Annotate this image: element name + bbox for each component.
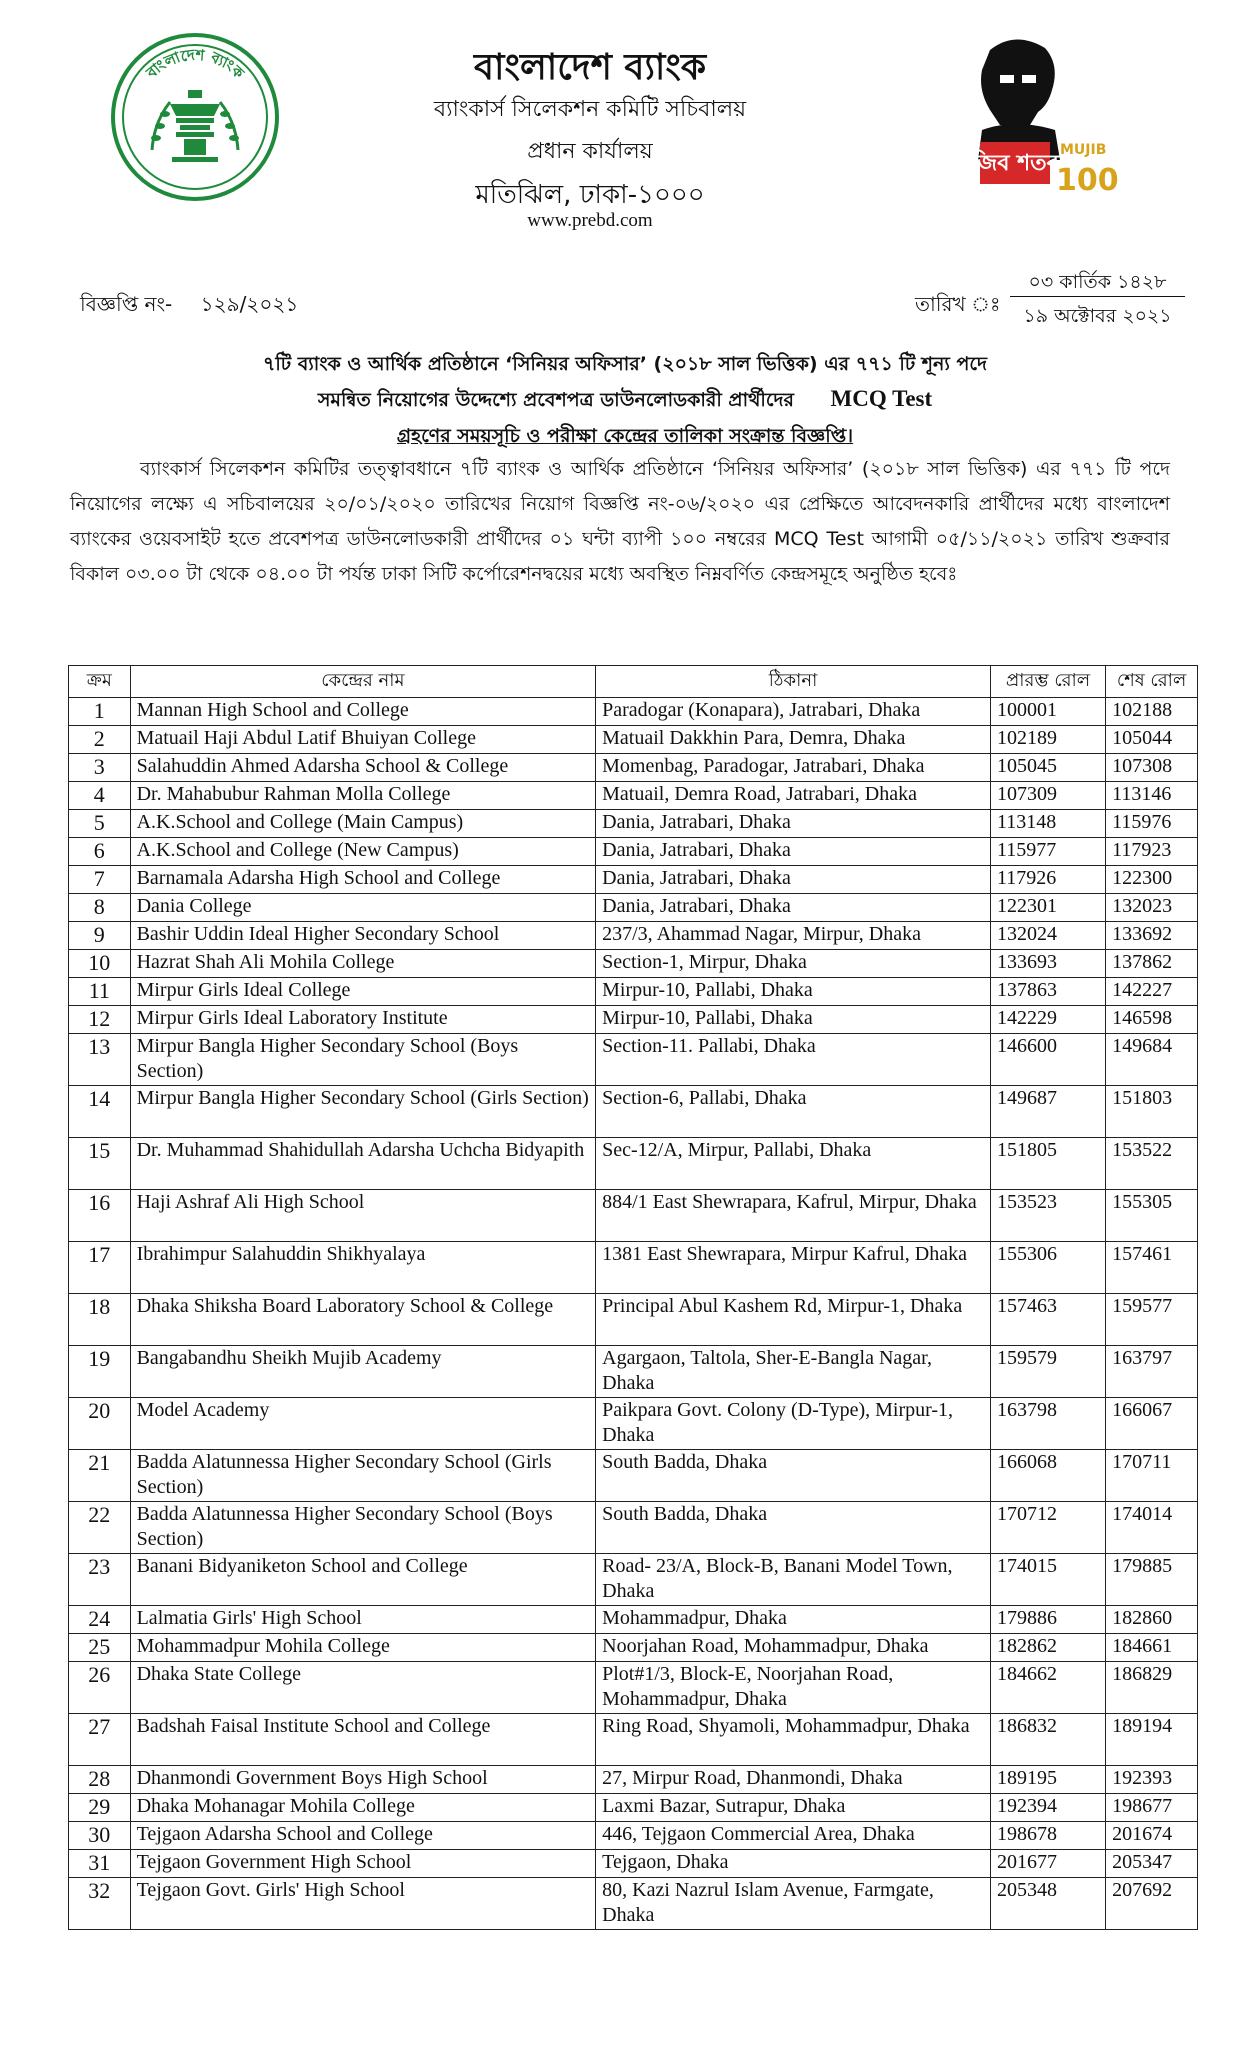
end-roll-cell: 207692 <box>1106 1878 1198 1930</box>
date-label: তারিখ ঃ <box>915 292 1001 316</box>
start-roll-cell: 149687 <box>990 1086 1105 1138</box>
serial-cell: 32 <box>69 1878 131 1930</box>
end-roll-cell: 163797 <box>1106 1346 1198 1398</box>
center-name-cell: Dhaka State College <box>130 1662 596 1714</box>
center-name-cell: Dr. Muhammad Shahidullah Adarsha Uchcha Bidyapith <box>130 1138 596 1190</box>
center-name-cell: Mirpur Girls Ideal Laboratory Institute <box>130 1006 596 1034</box>
serial-cell: 22 <box>69 1502 131 1554</box>
address-cell: Matuail Dakkhin Para, Demra, Dhaka <box>596 726 991 754</box>
table-row <box>69 950 1198 978</box>
center-name-cell: Tejgaon Adarsha School and College <box>130 1822 596 1850</box>
address-cell: 1381 East Shewrapara, Mirpur Kafrul, Dhaka <box>596 1242 991 1294</box>
center-name-cell: Banani Bidyaniketon School and College <box>130 1554 596 1606</box>
table-body <box>69 698 1198 1930</box>
notice-title-line-2 <box>70 386 1180 418</box>
end-roll-cell: 184661 <box>1106 1634 1198 1662</box>
end-roll-cell: 166067 <box>1106 1398 1198 1450</box>
center-name-cell: Bashir Uddin Ideal Higher Secondary School <box>130 922 596 950</box>
serial-cell: 28 <box>69 1766 131 1794</box>
address-cell: Plot#1/3, Block-E, Noorjahan Road, Mohammadpur, Dhaka <box>596 1662 991 1714</box>
office-name: প্রধান কার্যালয় <box>527 139 653 164</box>
start-roll-cell: 205348 <box>990 1878 1105 1930</box>
exam-centers-table <box>68 665 1198 1930</box>
center-name-cell: Model Academy <box>130 1398 596 1450</box>
end-roll-cell: 117923 <box>1106 838 1198 866</box>
start-roll-cell: 122301 <box>990 894 1105 922</box>
address-cell: Principal Abul Kashem Rd, Mirpur-1, Dhaka <box>596 1294 991 1346</box>
start-roll-cell: 189195 <box>990 1766 1105 1794</box>
address-cell: Mohammadpur, Dhaka <box>596 1606 991 1634</box>
start-roll-cell: 117926 <box>990 866 1105 894</box>
end-roll-cell: 205347 <box>1106 1850 1198 1878</box>
table-row <box>69 866 1198 894</box>
end-roll-cell: 102188 <box>1106 698 1198 726</box>
table-row <box>69 1554 1198 1606</box>
end-roll-cell: 201674 <box>1106 1822 1198 1850</box>
address-cell: 27, Mirpur Road, Dhanmondi, Dhaka <box>596 1766 991 1794</box>
notice-body: ব্যাংকার্স সিলেকশন কমিটির তত্ত্বাবধানে ৭টি ব্যাংক ও আর্থিক প্রতিষ্ঠানে ‘সিনিয়র অফিসার’ (২০১৮ সাল ভিত্তিক) এর ৭৭১ টি পদে নিয়োগের লক্ষ্যে এ সচিবালয়ের ২০/০১/২০২০ তারিখের নিয়োগ বিজ্ঞপ্তি নং-০৬/২০২০ এর প্রেক্ষিতে আবেদনকারি প্রার্থীদের মধ্যে বাংলাদেশ ব্যাংকের ওয়েবসাইট হতে প্রবেশপত্র ডাউনলোডকারী প্রার্থীদের ০১ ঘন্টা ব্যাপী ১০০ নম্বরের MCQ Test আগামী ০৫/১১/২০২১ তারিখ শুক্রবার বিকাল ০৩.০০ টা থেকে ০৪.০০ টা পর্যন্ত ঢাকা সিটি কর্পোরেশনদ্বয়ের মধ্যে অবস্থিত নিম্নবর্ণিত কেন্দ্রসমূহে অনুষ্ঠিত হবেঃ <box>70 458 1170 585</box>
address-cell: Sec-12/A, Mirpur, Pallabi, Dhaka <box>596 1138 991 1190</box>
center-name-cell: Mannan High School and College <box>130 698 596 726</box>
end-roll-cell: 153522 <box>1106 1138 1198 1190</box>
address-cell: 237/3, Ahammad Nagar, Mirpur, Dhaka <box>596 922 991 950</box>
svg-text:বাংলাদেশ ব্যাংক: বাংলাদেশ ব্যাংক <box>142 45 248 83</box>
serial-cell: 17 <box>69 1242 131 1294</box>
address-cell: Noorjahan Road, Mohammadpur, Dhaka <box>596 1634 991 1662</box>
mcq-test-label: MCQ Test <box>830 386 933 411</box>
start-roll-cell: 146600 <box>990 1034 1105 1086</box>
serial-cell: 5 <box>69 810 131 838</box>
col-header-serial: ক্রম <box>69 666 131 698</box>
notice-title-line-1: ৭টি ব্যাংক ও আর্থিক প্রতিষ্ঠানে ‘সিনিয়র অফিসার’ (২০১৮ সাল ভিত্তিক) এর ৭৭১ টি শূন্য পদে <box>262 353 988 375</box>
address-cell: Section-6, Pallabi, Dhaka <box>596 1086 991 1138</box>
end-roll-cell: 115976 <box>1106 810 1198 838</box>
start-roll-cell: 192394 <box>990 1794 1105 1822</box>
col-header-address: ঠিকানা <box>596 666 991 698</box>
end-roll-cell: 122300 <box>1106 866 1198 894</box>
serial-cell: 26 <box>69 1662 131 1714</box>
start-roll-cell: 186832 <box>990 1714 1105 1766</box>
start-roll-cell: 163798 <box>990 1398 1105 1450</box>
serial-cell: 25 <box>69 1634 131 1662</box>
start-roll-cell: 155306 <box>990 1242 1105 1294</box>
end-roll-cell: 198677 <box>1106 1794 1198 1822</box>
start-roll-cell: 174015 <box>990 1554 1105 1606</box>
end-roll-cell: 105044 <box>1106 726 1198 754</box>
center-name-cell: Dania College <box>130 894 596 922</box>
center-name-cell: Lalmatia Girls' High School <box>130 1606 596 1634</box>
table-row <box>69 1346 1198 1398</box>
table-row <box>69 1450 1198 1502</box>
table-row <box>69 894 1198 922</box>
address-cell: Matuail, Demra Road, Jatrabari, Dhaka <box>596 782 991 810</box>
end-roll-cell: 179885 <box>1106 1554 1198 1606</box>
end-roll-cell: 192393 <box>1106 1766 1198 1794</box>
end-roll-cell: 182860 <box>1106 1606 1198 1634</box>
table-row <box>69 978 1198 1006</box>
serial-cell: 24 <box>69 1606 131 1634</box>
end-roll-cell: 159577 <box>1106 1294 1198 1346</box>
address-cell: Dania, Jatrabari, Dhaka <box>596 866 991 894</box>
address-cell: Section-11. Pallabi, Dhaka <box>596 1034 991 1086</box>
bangladesh-bank-logo <box>110 32 280 202</box>
address-cell: South Badda, Dhaka <box>596 1502 991 1554</box>
serial-cell: 7 <box>69 866 131 894</box>
memo-value: ১২৯/২০২১ <box>200 292 299 316</box>
start-roll-cell: 182862 <box>990 1634 1105 1662</box>
memo-label: বিজ্ঞপ্তি নং- <box>80 292 173 316</box>
center-name-cell: A.K.School and College (Main Campus) <box>130 810 596 838</box>
organization-name: বাংলাদেশ ব্যাংক <box>473 47 707 88</box>
start-roll-cell: 201677 <box>990 1850 1105 1878</box>
center-name-cell: Dr. Mahabubur Rahman Molla College <box>130 782 596 810</box>
center-name-cell: Matuail Haji Abdul Latif Bhuiyan College <box>130 726 596 754</box>
table-row <box>69 1850 1198 1878</box>
table-row <box>69 1878 1198 1930</box>
serial-cell: 31 <box>69 1850 131 1878</box>
start-roll-cell: 159579 <box>990 1346 1105 1398</box>
notice-title-line-3: গ্রহণের সময়সূচি ও পরীক্ষা কেন্দ্রের তালিকা সংক্রান্ত বিজ্ঞপ্তি। <box>396 425 854 447</box>
center-name-cell: Ibrahimpur Salahuddin Shikhyalaya <box>130 1242 596 1294</box>
center-name-cell: Dhaka Mohanagar Mohila College <box>130 1794 596 1822</box>
serial-cell: 14 <box>69 1086 131 1138</box>
address-cell: Dania, Jatrabari, Dhaka <box>596 838 991 866</box>
start-roll-cell: 132024 <box>990 922 1105 950</box>
start-roll-cell: 137863 <box>990 978 1105 1006</box>
address-cell: Paradogar (Konapara), Jatrabari, Dhaka <box>596 698 991 726</box>
center-name-cell: Hazrat Shah Ali Mohila College <box>130 950 596 978</box>
end-roll-cell: 113146 <box>1106 782 1198 810</box>
center-name-cell: Bangabandhu Sheikh Mujib Academy <box>130 1346 596 1398</box>
table-row <box>69 1294 1198 1346</box>
center-name-cell: Mirpur Bangla Higher Secondary School (Girls Section) <box>130 1086 596 1138</box>
table-row <box>69 1086 1198 1138</box>
center-name-cell: Salahuddin Ahmed Adarsha School & College <box>130 754 596 782</box>
address-cell: 446, Tejgaon Commercial Area, Dhaka <box>596 1822 991 1850</box>
start-roll-cell: 115977 <box>990 838 1105 866</box>
start-roll-cell: 107309 <box>990 782 1105 810</box>
table-row <box>69 698 1198 726</box>
end-roll-cell: 189194 <box>1106 1714 1198 1766</box>
table-row <box>69 922 1198 950</box>
serial-cell: 8 <box>69 894 131 922</box>
serial-cell: 16 <box>69 1190 131 1242</box>
center-name-cell: Mohammadpur Mohila College <box>130 1634 596 1662</box>
serial-cell: 19 <box>69 1346 131 1398</box>
table-row <box>69 754 1198 782</box>
table-row <box>69 810 1198 838</box>
center-name-cell: Badda Alatunnessa Higher Secondary School (Boys Section) <box>130 1502 596 1554</box>
center-name-cell: A.K.School and College (New Campus) <box>130 838 596 866</box>
center-name-cell: Haji Ashraf Ali High School <box>130 1190 596 1242</box>
end-roll-cell: 170711 <box>1106 1450 1198 1502</box>
address-cell: Tejgaon, Dhaka <box>596 1850 991 1878</box>
serial-cell: 23 <box>69 1554 131 1606</box>
end-roll-cell: 186829 <box>1106 1662 1198 1714</box>
serial-cell: 21 <box>69 1450 131 1502</box>
start-roll-cell: 170712 <box>990 1502 1105 1554</box>
start-roll-cell: 100001 <box>990 698 1105 726</box>
address-cell: Momenbag, Paradogar, Jatrabari, Dhaka <box>596 754 991 782</box>
serial-cell: 12 <box>69 1006 131 1034</box>
table-row <box>69 1502 1198 1554</box>
serial-cell: 13 <box>69 1034 131 1086</box>
start-roll-cell: 151805 <box>990 1138 1105 1190</box>
date-gregorian: ১৯ অক্টোবর ২০২১ <box>1023 305 1172 327</box>
start-roll-cell: 157463 <box>990 1294 1105 1346</box>
center-name-cell: Badshah Faisal Institute School and College <box>130 1714 596 1766</box>
col-header-start-roll: প্রারম্ভ রোল <box>990 666 1105 698</box>
table-row <box>69 1634 1198 1662</box>
start-roll-cell: 113148 <box>990 810 1105 838</box>
table-row <box>69 1822 1198 1850</box>
end-roll-cell: 157461 <box>1106 1242 1198 1294</box>
table-row <box>69 1398 1198 1450</box>
start-roll-cell: 179886 <box>990 1606 1105 1634</box>
address-cell: Dania, Jatrabari, Dhaka <box>596 894 991 922</box>
start-roll-cell: 198678 <box>990 1822 1105 1850</box>
svg-text:মুজিব শতবর্ষ: মুজিব শতবর্ষ <box>959 151 1071 176</box>
department-name: ব্যাংকার্স সিলেকশন কমিটি সচিবালয় <box>433 97 747 122</box>
address-cell: Paikpara Govt. Colony (D-Type), Mirpur-1, Dhaka <box>596 1398 991 1450</box>
svg-text:100: 100 <box>1056 163 1119 198</box>
svg-text:MUJIB: MUJIB <box>1060 142 1107 158</box>
start-roll-cell: 153523 <box>990 1190 1105 1242</box>
office-address: মতিঝিল, ঢাকা-১০০০ <box>475 180 705 210</box>
table-row <box>69 1662 1198 1714</box>
end-roll-cell: 132023 <box>1106 894 1198 922</box>
table-row <box>69 1242 1198 1294</box>
serial-cell: 11 <box>69 978 131 1006</box>
table-row <box>69 1714 1198 1766</box>
end-roll-cell: 151803 <box>1106 1086 1198 1138</box>
start-roll-cell: 133693 <box>990 950 1105 978</box>
serial-cell: 30 <box>69 1822 131 1850</box>
mujib-centenary-emblem <box>920 30 1135 210</box>
serial-cell: 4 <box>69 782 131 810</box>
address-cell: Agargaon, Taltola, Sher-E-Bangla Nagar, Dhaka <box>596 1346 991 1398</box>
serial-cell: 9 <box>69 922 131 950</box>
serial-cell: 10 <box>69 950 131 978</box>
serial-cell: 29 <box>69 1794 131 1822</box>
center-name-cell: Mirpur Bangla Higher Secondary School (Boys Section) <box>130 1034 596 1086</box>
center-name-cell: Tejgaon Government High School <box>130 1850 596 1878</box>
center-name-cell: Dhanmondi Government Boys High School <box>130 1766 596 1794</box>
end-roll-cell: 146598 <box>1106 1006 1198 1034</box>
center-name-cell: Barnamala Adarsha High School and College <box>130 866 596 894</box>
table-row <box>69 1006 1198 1034</box>
serial-cell: 2 <box>69 726 131 754</box>
end-roll-cell: 155305 <box>1106 1190 1198 1242</box>
table-row <box>69 838 1198 866</box>
address-cell: Mirpur-10, Pallabi, Dhaka <box>596 1006 991 1034</box>
start-roll-cell: 166068 <box>990 1450 1105 1502</box>
table-row <box>69 1034 1198 1086</box>
table-row <box>69 782 1198 810</box>
address-cell: Dania, Jatrabari, Dhaka <box>596 810 991 838</box>
serial-cell: 18 <box>69 1294 131 1346</box>
end-roll-cell: 133692 <box>1106 922 1198 950</box>
address-cell: Section-1, Mirpur, Dhaka <box>596 950 991 978</box>
address-cell: Laxmi Bazar, Sutrapur, Dhaka <box>596 1794 991 1822</box>
center-name-cell: Tejgaon Govt. Girls' High School <box>130 1878 596 1930</box>
address-cell: Road- 23/A, Block-B, Banani Model Town, Dhaka <box>596 1554 991 1606</box>
address-cell: South Badda, Dhaka <box>596 1450 991 1502</box>
serial-cell: 6 <box>69 838 131 866</box>
table-row <box>69 1766 1198 1794</box>
serial-cell: 27 <box>69 1714 131 1766</box>
end-roll-cell: 149684 <box>1106 1034 1198 1086</box>
center-name-cell: Badda Alatunnessa Higher Secondary School (Girls Section) <box>130 1450 596 1502</box>
serial-cell: 3 <box>69 754 131 782</box>
end-roll-cell: 137862 <box>1106 950 1198 978</box>
end-roll-cell: 174014 <box>1106 1502 1198 1554</box>
end-roll-cell: 107308 <box>1106 754 1198 782</box>
col-header-center-name: কেন্দ্রের নাম <box>130 666 596 698</box>
address-cell: 884/1 East Shewrapara, Kafrul, Mirpur, Dhaka <box>596 1190 991 1242</box>
start-roll-cell: 105045 <box>990 754 1105 782</box>
memo-number <box>80 290 298 323</box>
title-line-2-text: সমন্বিত নিয়োগের উদ্দেশ্যে প্রবেশপত্র ডাউনলোডকারী প্রার্থীদের <box>317 389 794 411</box>
center-name-cell: Dhaka Shiksha Board Laboratory School & College <box>130 1294 596 1346</box>
table-row <box>69 1190 1198 1242</box>
serial-cell: 20 <box>69 1398 131 1450</box>
website-link[interactable]: www.prebd.com <box>527 210 653 231</box>
date-bangla: ০৩ কার্তিক ১৪২৮ <box>1028 271 1167 293</box>
serial-cell: 1 <box>69 698 131 726</box>
start-roll-cell: 142229 <box>990 1006 1105 1034</box>
table-row <box>69 1138 1198 1190</box>
address-cell: Ring Road, Shyamoli, Mohammadpur, Dhaka <box>596 1714 991 1766</box>
start-roll-cell: 102189 <box>990 726 1105 754</box>
col-header-end-roll: শেষ রোল <box>1106 666 1198 698</box>
table-row <box>69 1606 1198 1634</box>
table-row <box>69 726 1198 754</box>
address-cell: Mirpur-10, Pallabi, Dhaka <box>596 978 991 1006</box>
date-divider <box>1010 296 1185 297</box>
table-row <box>69 1794 1198 1822</box>
address-cell: 80, Kazi Nazrul Islam Avenue, Farmgate, Dhaka <box>596 1878 991 1930</box>
start-roll-cell: 184662 <box>990 1662 1105 1714</box>
end-roll-cell: 142227 <box>1106 978 1198 1006</box>
table-header-row <box>69 666 1198 698</box>
serial-cell: 15 <box>69 1138 131 1190</box>
center-name-cell: Mirpur Girls Ideal College <box>130 978 596 1006</box>
